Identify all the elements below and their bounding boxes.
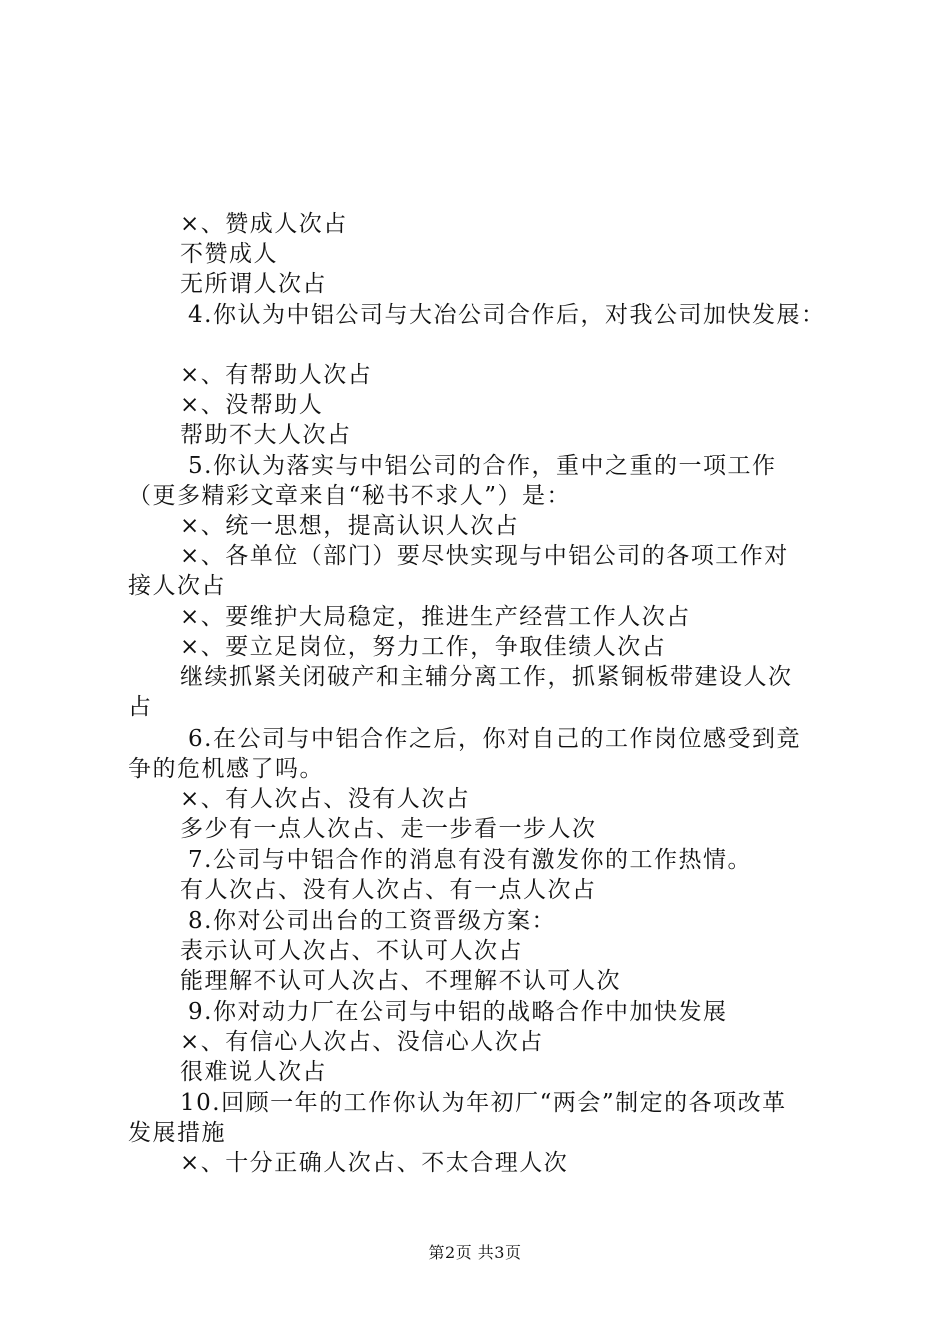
- question-line: 6.在公司与中铝合作之后，你对自己的工作岗位感受到竞: [188, 726, 801, 752]
- text-line: （更多精彩文章来自“秘书不求人”）是：: [128, 483, 572, 509]
- question-line: 10.回顾一年的工作你认为年初厂“两会”制定的各项改革: [180, 1090, 787, 1116]
- text-line: 接人次占: [128, 573, 226, 599]
- text-line: ×、有帮助人次占: [180, 362, 373, 388]
- question-line: 7.公司与中铝合作的消息有没有激发你的工作热情。: [188, 847, 752, 873]
- text-line: 很难说人次占: [180, 1059, 327, 1085]
- text-line: ×、各单位（部门）要尽快实现与中铝公司的各项工作对: [180, 543, 789, 569]
- text-line: 发展措施: [128, 1120, 226, 1146]
- text-line: 能理解不认可人次占、不理解不认可人次: [180, 968, 621, 994]
- text-line: 帮助不大人次占: [180, 422, 352, 448]
- text-line: ×、要立足岗位，努力工作，争取佳绩人次占: [180, 634, 667, 660]
- question-line: 9.你对动力厂在公司与中铝的战略合作中加快发展: [188, 999, 728, 1025]
- text-line: 多少有一点人次占、走一步看一步人次: [180, 816, 597, 842]
- text-line: ×、赞成人次占: [180, 211, 348, 237]
- text-line: ×、没帮助人: [180, 392, 324, 418]
- text-line: ×、统一思想，提高认识人次占: [180, 513, 520, 539]
- text-line: ×、有人次占、没有人次占: [180, 786, 471, 812]
- text-line: ×、十分正确人次占、不太合理人次: [180, 1150, 569, 1176]
- text-line: ×、有信心人次占、没信心人次占: [180, 1029, 544, 1055]
- page-footer: 第2页 共3页: [428, 1243, 522, 1262]
- question-line: 5.你认为落实与中铝公司的合作，重中之重的一项工作: [188, 453, 777, 479]
- text-line: 不赞成人: [180, 241, 278, 267]
- text-line: 表示认可人次占、不认可人次占: [180, 938, 523, 964]
- text-line: 占: [128, 694, 153, 720]
- text-line: 有人次占、没有人次占、有一点人次占: [180, 877, 597, 903]
- text-line: 争的危机感了吗。: [128, 756, 324, 782]
- question-line: 4.你认为中铝公司与大冶公司合作后，对我公司加快发展：: [188, 302, 826, 328]
- text-line: 继续抓紧关闭破产和主辅分离工作，抓紧铜板带建设人次: [180, 664, 793, 690]
- text-line: ×、要维护大局稳定，推进生产经营工作人次占: [180, 604, 691, 630]
- text-line: 无所谓人次占: [180, 271, 327, 297]
- question-line: 8.你对公司出台的工资晋级方案：: [188, 908, 556, 934]
